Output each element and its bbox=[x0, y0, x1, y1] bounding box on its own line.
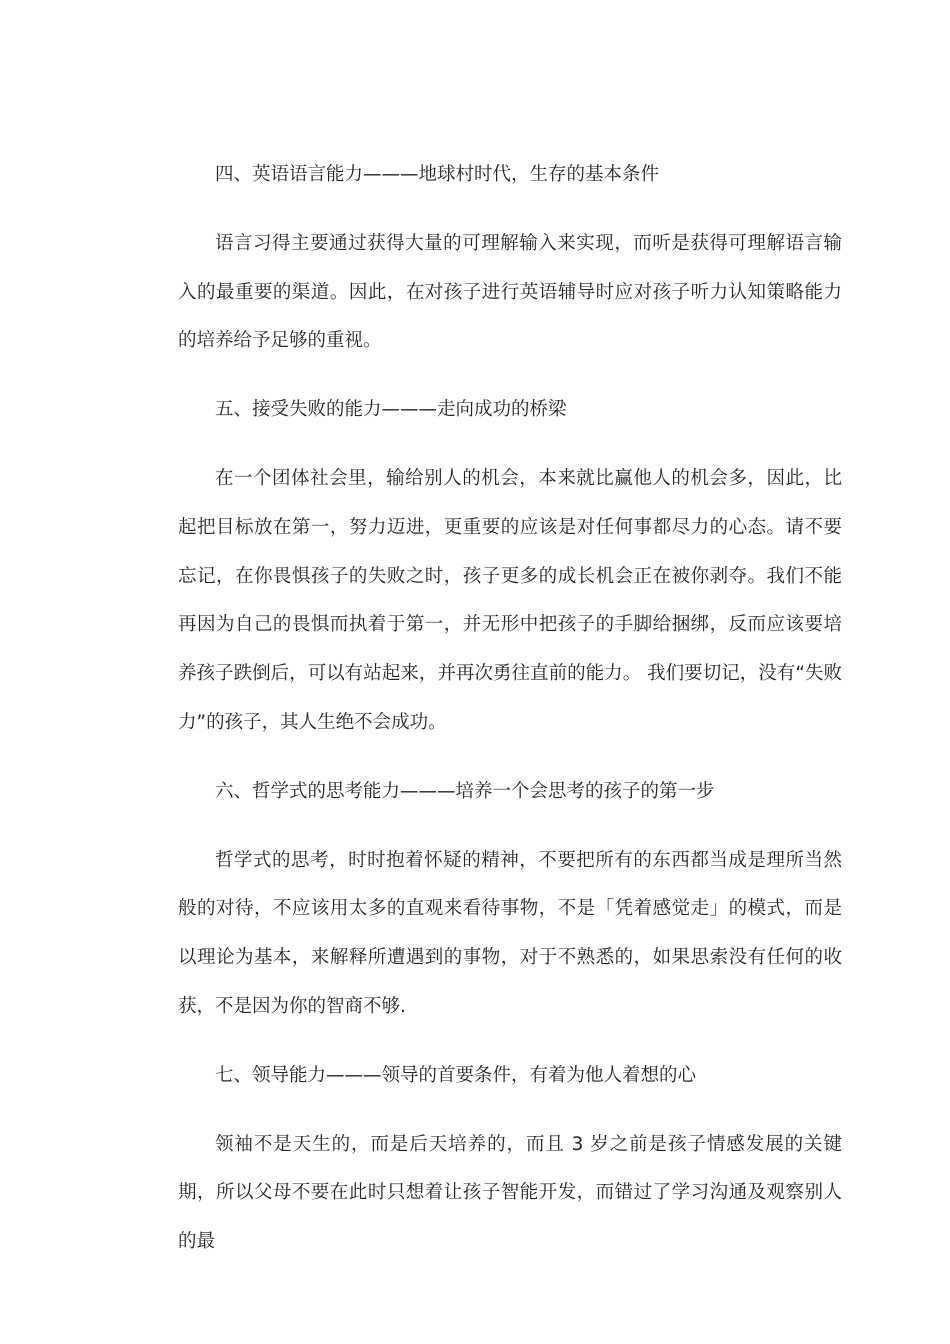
document-page bbox=[178, 151, 842, 1287]
section-heading-failure: 五、接受失败的能力———走向成功的桥梁 bbox=[215, 399, 567, 421]
section-heading-leadership: 七、领导能力———领导的首要条件，有着为他人着想的心 bbox=[215, 1064, 697, 1086]
section-body-philosophy: 哲学式的思考，时时抱着怀疑的精神，不要把所有的东西都当成是理所当然般的对待，不应该用太多的直观来看待事物，不是「凭着感觉走」的模式，而是以理论为基本，来解释所遭遇到的事物，对于不熟悉的，如果思索没有任何的收获，不是因为你的智商不够. bbox=[178, 849, 842, 1017]
section-body-leadership: 领袖不是天生的，而是后天培养的，而且 3 岁之前是孩子情感发展的关键期，所以父母不要在此时只想着让孩子智能开发，而错过了学习沟通及观察别人的最 bbox=[178, 1133, 842, 1253]
section-heading-english: 四、英语语言能力———地球村时代，生存的基本条件 bbox=[215, 164, 660, 185]
section-body-english: 语言习得主要通过获得大量的可理解输入来实现，而听是获得可理解语言输入的最重要的渠道。因此，在对孩子进行英语辅导时应对孩子听力认知策略能力的培养给予足够的重视。 bbox=[178, 232, 842, 352]
section-heading-philosophy: 六、哲学式的思考能力———培养一个会思考的孩子的第一步 bbox=[215, 780, 715, 802]
section-body-failure: 在一个团体社会里，输给别人的机会，本来就比赢他人的机会多，因此，比起把目标放在第一，努力迈进，更重要的应该是对任何事都尽力的心态。请不要忘记，在你畏惧孩子的失败之时，孩子更多的成长机会正在被你剥夺。我们不能再因为自己的畏惧而执着于第一，并无形中把孩子的手脚给捆绑，反而应该要培养孩子跌倒后，可以有站起来，并再次勇往直前的能力。 我们要切记，没有“失败力”的孩子，其人生绝不会成功。 bbox=[178, 467, 842, 733]
